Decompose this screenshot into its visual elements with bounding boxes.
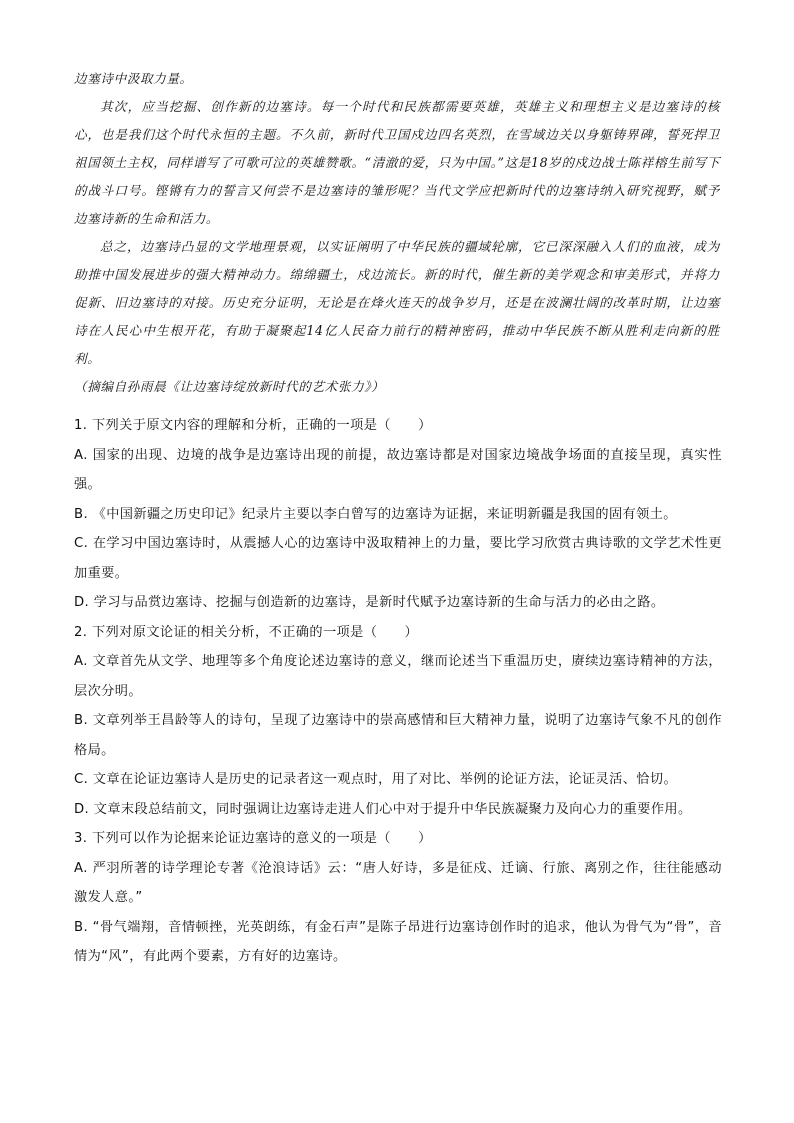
question-2-option-c: C. 文章在论证边塞诗人是历史的记录者这一观点时，用了对比、举例的论证方法，论证灵活、恰切。: [74, 772, 678, 787]
reading-passage: [74, 65, 720, 401]
passage-source-citation: （摘编自孙雨晨《让边塞诗绽放新时代的艺术张力》）: [74, 379, 385, 394]
passage-paragraph-2: 其次，应当挖掘、创作新的边塞诗。每一个时代和民族都需要英雄，英雄主义和理想主义是边塞诗的核心，也是我们这个时代永恒的主题。不久前，新时代卫国戍边四名英烈，在雪域边关以身躯铸界碑，誓死捍卫祖国领土主权，同样谱写了可歌可泣的英雄赞歌。“清澈的爱，只为中国。”这是18岁的戍边战士陈祥榕生前写下的战斗口号。铿锵有力的誓言又何尝不是边塞诗的雏形呢？当代文学应把新时代的边塞诗纳入研究视野，赋予边塞诗新的生命和活力。: [74, 99, 720, 226]
passage-paragraph-continuation: 边塞诗中汲取力量。: [74, 71, 193, 86]
question-3-option-b: B. “骨气端翔，音情顿挫，光英朗练，有金石声”是陈子昂进行边塞诗创作时的追求，他认为骨气为“骨”，音情为“风”，有此两个要素，方有好的边塞诗。: [74, 919, 722, 964]
question-2-option-d: D. 文章末段总结前文，同时强调让边塞诗走进人们心中对于提升中华民族凝聚力及向心力的重要作用。: [74, 801, 692, 817]
question-list: [74, 411, 722, 972]
question-2-option-a: A. 文章首先从文学、地理等多个角度论述边塞诗的意义，继而论述当下重温历史，赓续边塞诗精神的方法，层次分明。: [74, 654, 722, 699]
question-3-option-a: A. 严羽所著的诗学理论专著《沧浪诗话》云：“唐人好诗，多是征戍、迁谪、行旅、离别之作，往往能感动激发人意。”: [74, 860, 722, 905]
question-3-stem: 3. 下列可以作为论据来论证边塞诗的意义的一项是（ ）: [74, 831, 432, 846]
question-1-option-b: B. 《中国新疆之历史印记》纪录片主要以李白曾写的边塞诗为证据，来证明新疆是我国的固有领土。: [74, 506, 677, 522]
question-1-option-c: C. 在学习中国边塞诗时，从震撼人心的边塞诗中汲取精神上的力量，要比学习欣赏古典诗歌的文学艺术性更加重要。: [74, 536, 722, 581]
question-1-option-a: A. 国家的出现、边境的战争是边塞诗出现的前提，故边塞诗都是对国家边境战争场面的直接呈现，真实性强。: [74, 447, 722, 492]
question-2-option-b: B. 文章列举王昌龄等人的诗句，呈现了边塞诗中的崇高感情和巨大精神力量，说明了边塞诗气象不凡的创作格局。: [74, 713, 722, 758]
passage-paragraph-3: 总之，边塞诗凸显的文学地理景观，以实证阐明了中华民族的疆域轮廓，它已深深融入人们的血液，成为助推中国发展进步的强大精神动力。绵绵疆土，戍边流长。新的时代，催生新的美学观念和审美形式，并将力促新、旧边塞诗的对接。历史充分证明，无论是在烽火连天的战争岁月，还是在波澜壮阔的改革时期，让边塞诗在人民心中生根开花，有助于凝聚起14亿人民奋力前行的精神密码，推动中华民族不断从胜利走向新的胜利。: [74, 239, 720, 366]
question-2-stem: 2. 下列对原文论证的相关分析，不正确的一项是（ ）: [74, 624, 419, 640]
question-1-stem: 1. 下列关于原文内容的理解和分析，正确的一项是（ ）: [74, 418, 432, 433]
question-1-option-d: D. 学习与品赏边塞诗、挖掘与创造新的边塞诗，是新时代赋予边塞诗新的生命与活力的必由之路。: [74, 595, 665, 610]
